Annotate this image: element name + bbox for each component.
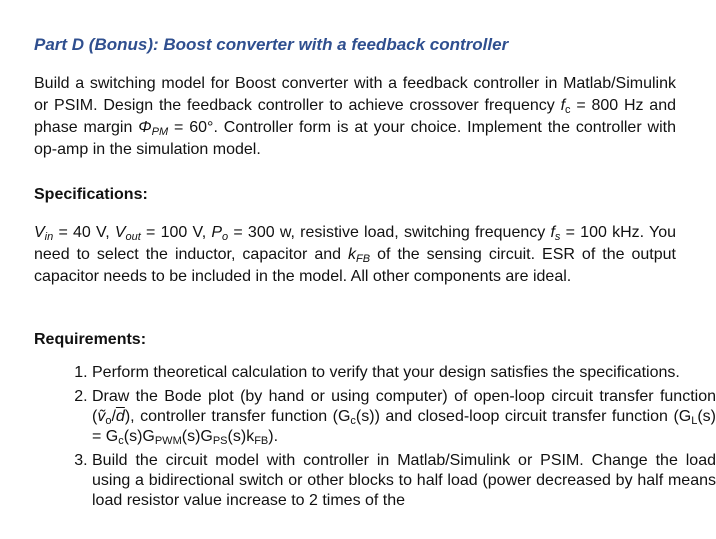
requirement-2-text-a: Draw the Bode plot (by hand or using computer) of open-loop circuit transfer function ( [92,388,716,425]
requirement-2-text-b: ), controller transfer function (G [124,408,351,425]
phase-margin-symbol: Φ [138,119,152,136]
intro-text-2: = 800 Hz and phase margin [34,97,676,136]
spec-text-1: = 40 V, [53,224,115,241]
vo-subscript: o [105,415,112,427]
spec-text-3: = 300 w, resistive load, switching frequency [228,224,551,241]
gc-subscript-2: c [118,435,124,447]
po-symbol: P [211,224,223,241]
spec-text-4: = 100 kHz. You need to select the inductor, capacitor and [34,224,677,263]
pm-subscript: PM [151,126,169,138]
vin-symbol: V [34,224,45,241]
fs-symbol: f [550,224,555,241]
requirement-2-text-c: (s)) and closed-loop circuit transfer function (G [355,408,692,425]
d-tilde-symbol: $\overline{d}$ [115,408,125,425]
gl-subscript: L [691,415,698,427]
requirement-2-text-h: ). [268,428,279,445]
vin-subscript: in [44,231,54,243]
section-title: Part D (Bonus): Boost converter with a feedback controller [34,35,509,54]
gpwm-subscript: PWM [154,435,182,447]
requirements-list [54,363,716,515]
requirement-2-text-d: (s) = G [92,408,716,445]
requirements-heading: Requirements: [34,331,147,348]
spec-text-5: of the sensing circuit. ESR of the output capacitor needs to be included in the model. All other components are ideal. [34,246,676,285]
specifications-paragraph [34,222,676,288]
requirement-2-text-g: (s)k [227,428,255,445]
kfb-subscript-2: FB [254,435,269,447]
gps-subscript: PS [212,435,228,447]
specifications-heading: Specifications: [34,186,148,203]
requirement-3-text: Build the circuit model with controller in Matlab/Simulink or PSIM. Change the load using a bidirectional switch or other blocks to half load (power decreased by half means load resistor value increase to 2 times of the [92,452,716,509]
requirement-2-text-e: (s)G [123,428,155,445]
spec-text-2: = 100 V, [140,224,212,241]
slash: / [111,408,116,425]
kfb-subscript: FB [356,253,371,265]
requirement-item-1 [92,363,716,383]
requirement-item-3 [92,451,716,511]
intro-text-3: = 60°. Controller form is at your choice. Implement the controller with op-amp in the simulation model. [34,119,676,158]
kfb-symbol: k [348,246,357,263]
vout-subscript: out [125,231,141,243]
fc-symbol: f [560,97,566,114]
requirement-item-2 [92,387,716,447]
vout-symbol: V [114,224,126,241]
vo-tilde-symbol: ṽ [97,408,106,425]
po-subscript: o [222,231,229,243]
requirement-1-text: Perform theoretical calculation to verify that your design satisfies the specifications. [92,364,680,381]
gc-subscript: c [350,415,356,427]
fc-subscript: c [565,104,571,116]
intro-paragraph [34,73,676,161]
fs-subscript: s [554,231,561,243]
intro-text-1: Build a switching model for Boost converter with a feedback controller in Matlab/Simulink or PSIM. Design the feedback controller to achieve crossover frequency [34,75,676,114]
requirement-2-text-f: (s)G [181,428,213,445]
